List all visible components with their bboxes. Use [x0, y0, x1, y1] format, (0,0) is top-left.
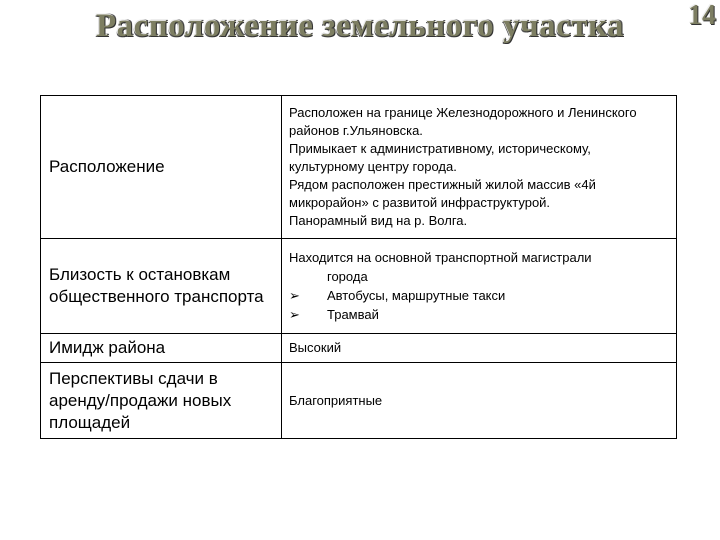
row-label: Близость к остановкам общественного транспорта: [41, 239, 282, 334]
text-line: Находится на основной транспортной магистрали: [289, 250, 592, 265]
text-line: Примыкает к административному, историческому, культурному центру города.: [289, 141, 591, 174]
bullet-text: Трамвай: [327, 307, 379, 322]
text-line: Рядом расположен престижный жилой массив «4й микрорайон» с развитой инфраструктурой.: [289, 177, 596, 210]
table-row: [41, 334, 677, 363]
row-value: [282, 239, 677, 334]
table-row: [41, 363, 677, 439]
bullet-item: [289, 286, 669, 305]
bullet-item: [289, 305, 669, 324]
text-line: Расположен на границе Железнодорожного и Ленинского районов г.Ульяновска.: [289, 105, 637, 138]
arrow-bullet-icon: ➢: [289, 307, 300, 322]
text-line: Панорамный вид на р. Волга.: [289, 213, 468, 228]
bullet-text: Автобусы, маршрутные такси: [327, 288, 506, 303]
row-value: Благоприятные: [282, 363, 677, 439]
arrow-bullet-icon: ➢: [289, 288, 300, 303]
slide-title: Расположение земельного участка: [95, 8, 625, 44]
text-line: города: [327, 269, 368, 284]
page-number: 14: [688, 0, 716, 31]
row-value: Высокий: [282, 334, 677, 363]
row-label: Имидж района: [41, 334, 282, 363]
row-value: [282, 96, 677, 239]
info-table: [40, 95, 677, 439]
row-label: Перспективы сдачи в аренду/продажи новых площадей: [41, 363, 282, 439]
table-row: [41, 239, 677, 334]
table-row: [41, 96, 677, 239]
row-label: Расположение: [41, 96, 282, 239]
